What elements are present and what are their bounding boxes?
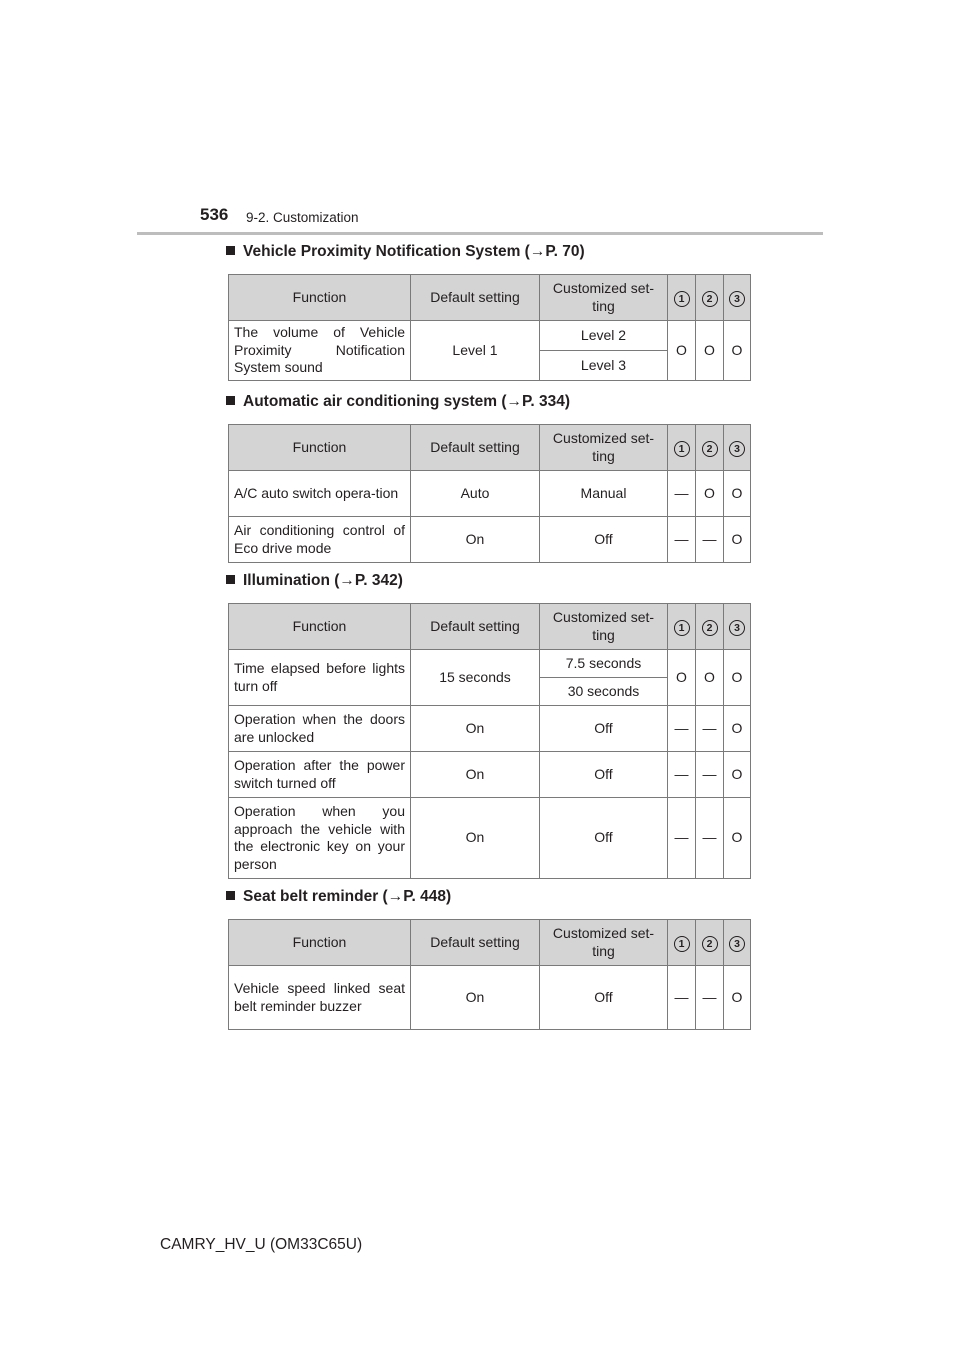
circled-2-icon: 2 <box>702 441 718 457</box>
mark-cell-2: — <box>696 706 724 752</box>
function-cell: Operation when you approach the vehicle with the electronic key on your person <box>229 798 411 879</box>
circled-3-icon: 3 <box>729 441 745 457</box>
custom-cell: Off <box>540 798 668 879</box>
mark-cell-2: O <box>696 471 724 517</box>
function-cell: Operation after the power switch turned off <box>229 752 411 798</box>
default-cell: Auto <box>411 471 540 517</box>
function-cell: Operation when the doors are unlocked <box>229 706 411 752</box>
custom-cell: Off <box>540 752 668 798</box>
column-header-1 <box>668 425 696 471</box>
section-label: 9-2. Customization <box>246 210 359 225</box>
seat-belt-table <box>228 919 751 1030</box>
column-header-default: Default setting <box>411 425 540 471</box>
section-heading-seat-belt: Seat belt reminder (→P. 448) <box>226 888 451 906</box>
mark-cell-3: O <box>724 798 751 879</box>
function-cell: The volume of Vehicle Proximity Notification System sound <box>229 321 411 381</box>
square-bullet-icon <box>226 246 235 255</box>
column-header-3 <box>724 920 751 966</box>
mark-cell-3: O <box>724 650 751 706</box>
default-cell: On <box>411 752 540 798</box>
table-header-row <box>229 920 751 966</box>
page-number: 536 <box>200 205 229 224</box>
table-row <box>229 752 751 798</box>
footer-doc-id: CAMRY_HV_U (OM33C65U) <box>160 1236 363 1253</box>
custom-cell: Level 2 <box>540 321 668 351</box>
square-bullet-icon <box>226 575 235 584</box>
column-header-1 <box>668 275 696 321</box>
table-row <box>229 798 751 879</box>
mark-cell-3: O <box>724 752 751 798</box>
mark-cell-2: O <box>696 321 724 381</box>
mark-cell-3: O <box>724 966 751 1030</box>
column-header-2 <box>696 275 724 321</box>
custom-cell: Off <box>540 517 668 563</box>
column-header-function: Function <box>229 604 411 650</box>
custom-cell: 7.5 seconds <box>540 650 668 678</box>
table-row <box>229 517 751 563</box>
table-row <box>229 650 751 678</box>
mark-cell-1: O <box>668 650 696 706</box>
default-cell: On <box>411 517 540 563</box>
circled-1-icon: 1 <box>674 936 690 952</box>
circled-2-icon: 2 <box>702 936 718 952</box>
circled-3-icon: 3 <box>729 620 745 636</box>
custom-cell: Off <box>540 966 668 1030</box>
mark-cell-3: O <box>724 471 751 517</box>
mark-cell-2: — <box>696 966 724 1030</box>
circled-1-icon: 1 <box>674 620 690 636</box>
table-header-row <box>229 275 751 321</box>
column-header-custom: Customized set-ting <box>540 275 668 321</box>
column-header-2 <box>696 425 724 471</box>
section-heading-illumination: Illumination (→P. 342) <box>226 572 403 590</box>
header-divider <box>137 232 823 235</box>
default-cell: On <box>411 706 540 752</box>
table-row <box>229 706 751 752</box>
column-header-3 <box>724 275 751 321</box>
table-row <box>229 471 751 517</box>
mark-cell-2: — <box>696 517 724 563</box>
mark-cell-3: O <box>724 517 751 563</box>
mark-cell-2: O <box>696 650 724 706</box>
square-bullet-icon <box>226 891 235 900</box>
table-row <box>229 321 751 351</box>
custom-cell: Level 3 <box>540 351 668 381</box>
mark-cell-1: — <box>668 752 696 798</box>
column-header-1 <box>668 604 696 650</box>
function-cell: Time elapsed before lights turn off <box>229 650 411 706</box>
air-conditioning-table <box>228 424 751 563</box>
mark-cell-3: O <box>724 321 751 381</box>
custom-cell: 30 seconds <box>540 678 668 706</box>
column-header-custom: Customized set-ting <box>540 604 668 650</box>
mark-cell-2: — <box>696 752 724 798</box>
default-cell: Level 1 <box>411 321 540 381</box>
mark-cell-1: — <box>668 798 696 879</box>
custom-cell: Manual <box>540 471 668 517</box>
mark-cell-1: — <box>668 706 696 752</box>
column-header-function: Function <box>229 425 411 471</box>
column-header-3 <box>724 604 751 650</box>
default-cell: 15 seconds <box>411 650 540 706</box>
column-header-custom: Customized set-ting <box>540 920 668 966</box>
mark-cell-1: — <box>668 471 696 517</box>
table-row <box>229 966 751 1030</box>
circled-1-icon: 1 <box>674 291 690 307</box>
circled-1-icon: 1 <box>674 441 690 457</box>
default-cell: On <box>411 798 540 879</box>
column-header-2 <box>696 920 724 966</box>
column-header-default: Default setting <box>411 275 540 321</box>
mark-cell-1: — <box>668 517 696 563</box>
mark-cell-1: O <box>668 321 696 381</box>
mark-cell-3: O <box>724 706 751 752</box>
mark-cell-1: — <box>668 966 696 1030</box>
circled-2-icon: 2 <box>702 291 718 307</box>
column-header-function: Function <box>229 275 411 321</box>
section-heading-vehicle-proximity: Vehicle Proximity Notification System (→P. 70) <box>226 243 585 261</box>
table-header-row <box>229 604 751 650</box>
custom-cell: Off <box>540 706 668 752</box>
function-cell: Air conditioning control of Eco drive mode <box>229 517 411 563</box>
circled-3-icon: 3 <box>729 291 745 307</box>
column-header-1 <box>668 920 696 966</box>
column-header-default: Default setting <box>411 920 540 966</box>
column-header-3 <box>724 425 751 471</box>
column-header-2 <box>696 604 724 650</box>
square-bullet-icon <box>226 396 235 405</box>
function-cell: Vehicle speed linked seat belt reminder buzzer <box>229 966 411 1030</box>
illumination-table <box>228 603 751 879</box>
function-cell: A/C auto switch opera-tion <box>229 471 411 517</box>
circled-3-icon: 3 <box>729 936 745 952</box>
vehicle-proximity-table <box>228 274 751 381</box>
section-heading-air-conditioning: Automatic air conditioning system (→P. 334) <box>226 393 570 411</box>
default-cell: On <box>411 966 540 1030</box>
column-header-function: Function <box>229 920 411 966</box>
circled-2-icon: 2 <box>702 620 718 636</box>
mark-cell-2: — <box>696 798 724 879</box>
column-header-default: Default setting <box>411 604 540 650</box>
table-header-row <box>229 425 751 471</box>
column-header-custom: Customized set-ting <box>540 425 668 471</box>
